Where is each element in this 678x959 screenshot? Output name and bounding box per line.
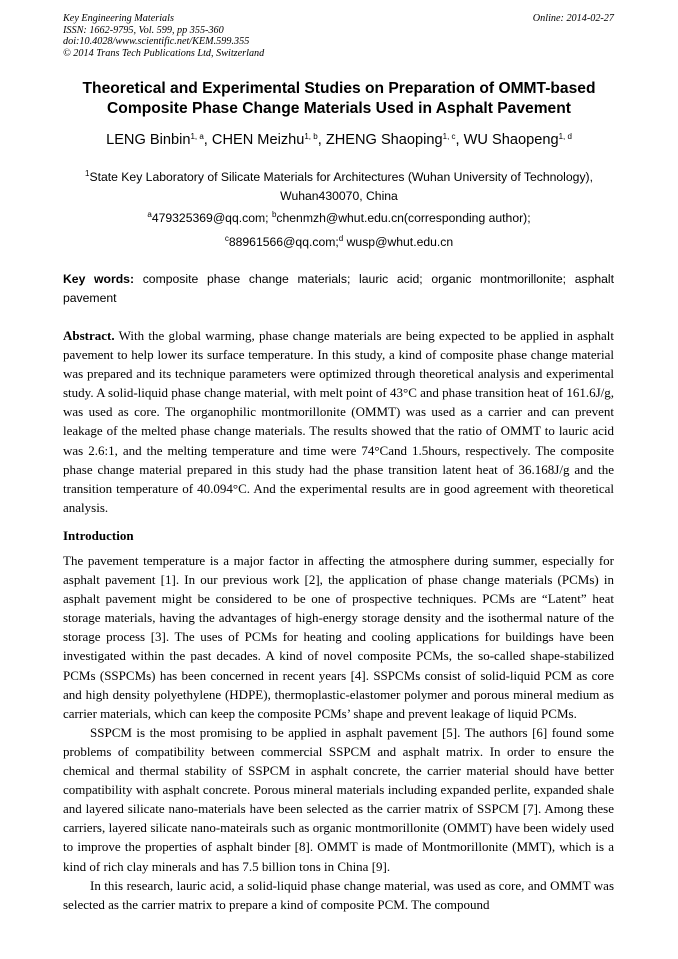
doi-line: doi:10.4028/www.scientific.net/KEM.599.355 [63,36,250,48]
email-d: wusp@whut.edu.cn [343,235,454,249]
email-sup: b [271,210,277,219]
author-separator: , [203,132,212,148]
section-heading-introduction: Introduction [63,528,134,543]
affiliation [40,168,638,206]
author-list [20,131,658,149]
author-name: ZHENG Shaoping [325,132,443,148]
author-name: CHEN Meizhu [211,132,305,148]
keywords-label: Key words: [63,272,135,286]
issn-line: ISSN: 1662-9795, Vol. 599, pp 355-360 [63,24,224,36]
author-affil-sup: 1, c [442,132,456,141]
journal-name: Key Engineering Materials [63,13,174,24]
abstract [63,326,614,517]
author-affil-sup: 1, b [304,132,318,141]
author-separator: , [317,132,326,148]
abstract-text: With the global warming, phase change materials are being expected to be applied in asphalt pavement to help lower its surface temperature. In this study, a kind of composite phase change material was prepared and its technique parameters were optimized through theoretical analysis and experimental study. A solid-liquid phase change material, with melt point of 43°C and phase transition heat of 161.6J/g, was used as core. The organophilic montmorillonite (OMMT) was used as a carrier and can prevent leakage of the melted phase change materials. The results showed that the ratio of OMMT to lauric acid was 2.6:1, and the melting temperature and time were 74°Cand 1.5hours, respectively. The composite phase change material prepared in this study had the phase transition latent heat of 36.168J/g and the transition temperature of 40.094°C. And the experimental results are in good agreement with theoretical analysis. [63,328,614,515]
paragraph: The pavement temperature is a major factor in affecting the atmosphere during summer, especially for asphalt pavement [1]. In our previous work [2], the application of phase change materials (PCMs) in asphalt pavement might be considered to be one of prospective techniques. PCMs are “Latent” heat storage materials, having the advantages of high-energy storage density and the isothermal nature of the storage process [3]. The uses of PCMs for heating and cooling applications for buildings have been investigated within the past decades. A kind of novel composite PCMs, the so-called shape-stabilized PCMs (SSPCMs) has been concerned in recent years [4]. SSPCMs consist of solid-liquid PCM as core and high density polyethylene (HDPE), thermoplastic-elastomer polymer and porous mineral medium as carrier materials, which can keep the composite PCMs’ shape and prevent leakage of liquid PCMs. [63,553,614,721]
author-name: LENG Binbin [106,132,191,148]
email-b: chenmzh@whut.edu.cn(corresponding author); [276,211,531,225]
email-a: 479325369@qq.com; [151,211,272,225]
paragraph: SSPCM is the most promising to be applied in asphalt pavement [5]. The authors [6] found some problems of compatibility between commercial SSPCM and asphalt matrix. In order to ensure the chemical and thermal stability of SSPCM in asphalt concrete, the carrier material should have better compatibility with asphalt concrete. Porous mineral materials including expanded perlite, expanded shale and layered silicate nano-materials have been selected as the carrier matrix of SSPCM [7]. Among these carriers, layered silicate nano-mateirals such as organic montmorillonite (OMMT) have been widely used to improve the properties of asphalt binder [8]. OMMT is made of Montmorillonite (MMT), which is a kind of rich clay minerals and has 7.5 billion tons in China [9]. [63,724,614,874]
keywords-text: composite phase change materials; lauric acid; organic montmorillonite; asphalt pavement [63,272,614,305]
page-header [63,13,614,59]
introduction-body [63,551,614,914]
copyright-line: © 2014 Trans Tech Publications Ltd, Switzerland [63,47,265,59]
affiliation-line-1: State Key Laboratory of Silicate Materials for Architectures (Wuhan University of Technology), [89,170,593,184]
paragraph: In this research, lauric acid, a solid-liquid phase change material, was used as core, and OMMT was selected as the carrier matrix to prepare a kind of composite PCM. The compound [63,877,614,912]
email-line-1 [20,211,658,225]
email-sup: d [338,234,344,243]
keywords [63,270,614,308]
title-line-1: Theoretical and Experimental Studies on Preparation of OMMT-based [82,80,596,97]
email-c: 88961566@qq.com; [228,235,339,249]
affiliation-line-2: Wuhan430070, China [280,189,398,203]
paper-title [40,79,638,119]
email-sup: a [147,210,152,219]
email-sup: c [224,234,229,243]
author-affil-sup: 1, a [190,132,204,141]
affiliation-sup: 1 [85,169,90,178]
abstract-label: Abstract. [63,328,115,343]
author-name: WU Shaopeng [463,132,559,148]
author-separator: , [455,132,464,148]
online-date: Online: 2014-02-27 [532,13,614,24]
author-affil-sup: 1, d [558,132,572,141]
email-line-2 [20,235,658,249]
title-line-2: Composite Phase Change Materials Used in Asphalt Pavement [107,100,571,117]
